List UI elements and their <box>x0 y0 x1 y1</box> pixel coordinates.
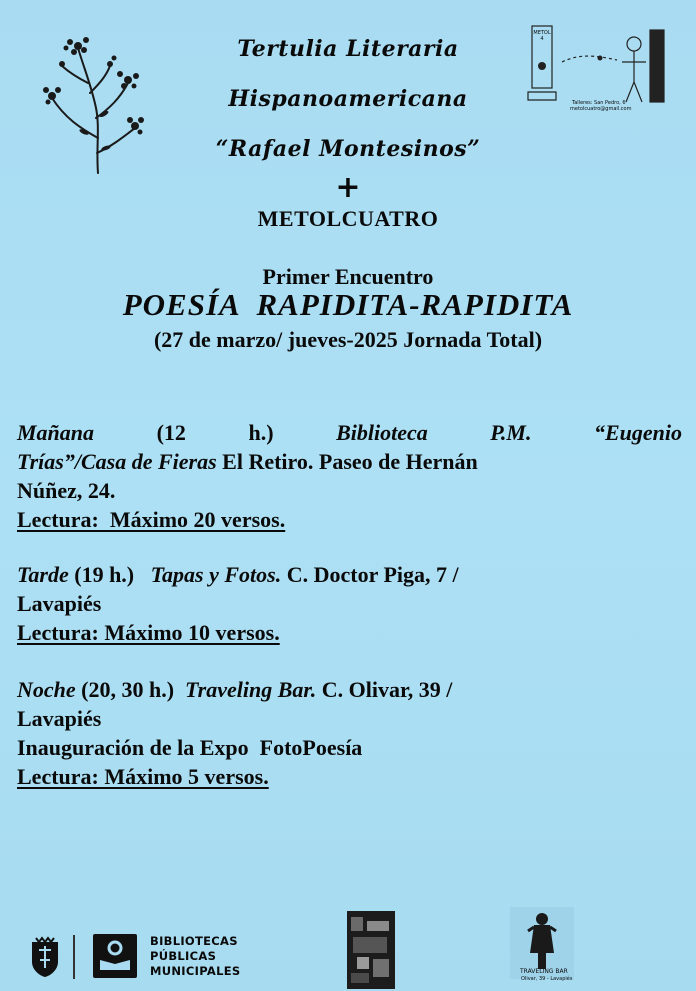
metol-caption-2: metolcuatro@gmail.com <box>570 106 632 112</box>
metol-sign: METOL 4 <box>533 30 551 42</box>
night-line-1 <box>17 675 682 704</box>
morning-line-1 <box>17 418 682 447</box>
night-time: (20, 30 h.) <box>75 677 175 702</box>
morning-line-2 <box>17 447 682 476</box>
morning-venue: Biblioteca P.M. “Eugenio <box>336 420 683 445</box>
traveling-caption-2: Olivar, 39 - Lavapiés <box>521 976 573 982</box>
fotopoesia-poster-image <box>347 911 395 989</box>
bpm-line-3: MUNICIPALES <box>150 964 241 978</box>
metol-caption-1: Talleres: San Pedro, 6 <box>572 100 626 106</box>
afternoon-reading: Lectura: Máximo 10 versos. <box>17 620 280 645</box>
bpm-line-2: PÚBLICAS <box>150 949 217 963</box>
night-address-2: Lavapiés <box>17 706 102 731</box>
footer-divider <box>73 935 75 979</box>
bpm-logo-icon <box>93 934 137 978</box>
bpm-line-1: BIBLIOTECAS <box>150 934 238 948</box>
morning-address-2: Núñez, 24. <box>17 478 116 503</box>
afternoon-address-2: Lavapiés <box>17 591 102 616</box>
header-line-1: Tertulia Literaria <box>237 36 459 62</box>
bpm-logo-text <box>150 934 240 979</box>
afternoon-address-1: C. Doctor Piga, 7 / <box>281 562 459 587</box>
night-name: Noche <box>17 677 76 702</box>
madrid-coat-of-arms-logo <box>30 936 60 978</box>
night-venue: Traveling Bar. <box>185 677 317 702</box>
afternoon-venue: Tapas y Fotos. <box>150 562 282 587</box>
night-extra: Inauguración de la Expo FotoPoesía <box>17 735 363 760</box>
morning-venue-cont: Trías”/Casa de Fieras <box>17 449 217 474</box>
session-afternoon <box>17 560 682 647</box>
afternoon-line-1 <box>17 560 682 589</box>
night-address-1: C. Olivar, 39 / <box>316 677 453 702</box>
plus-sign: + <box>335 170 361 205</box>
traveling-caption-1: TRAVELING BAR <box>520 968 568 975</box>
event-title: POESÍA RAPIDITA-RAPIDITA <box>122 287 574 322</box>
morning-reading: Lectura: Máximo 20 versos. <box>17 507 286 532</box>
event-date: (27 de marzo/ jueves-2025 Jornada Total) <box>153 327 543 352</box>
header-line-2: Hispanoamericana <box>228 86 468 112</box>
event-subtitle: Primer Encuentro <box>262 264 434 289</box>
header-line-3: “Rafael Montesinos” <box>215 136 481 162</box>
session-morning <box>17 418 682 534</box>
morning-address-1: El Retiro. Paseo de Hernán <box>216 449 478 474</box>
morning-time: (12 h.) <box>156 420 274 445</box>
afternoon-name: Tarde <box>17 562 69 587</box>
session-night <box>17 675 682 791</box>
afternoon-time: (19 h.) <box>68 562 135 587</box>
night-reading: Lectura: Máximo 5 versos. <box>17 764 269 789</box>
partner-name: METOLCUATRO <box>257 206 439 231</box>
morning-name: Mañana <box>17 420 95 445</box>
